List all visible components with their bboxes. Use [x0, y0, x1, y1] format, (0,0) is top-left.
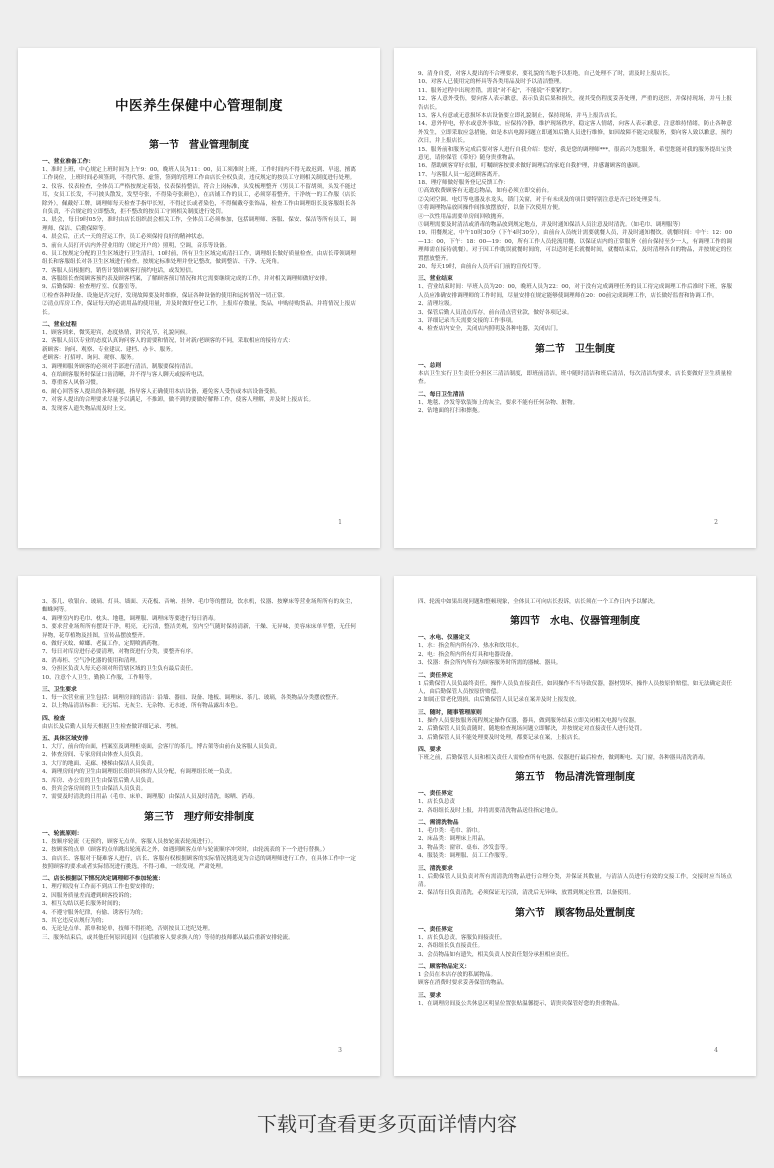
- paragraph: 3、会员物品如有遗失，相关负责人按责任划分承担相应责任。: [418, 951, 573, 958]
- paragraph: 2、体查房间、专家房间由体查人员负责。: [42, 752, 147, 759]
- paragraph: 6、做好灭蚊、蟑螂、老鼠工作，定期喷洒药物。: [42, 640, 164, 647]
- paragraph: 13、客人有意或无意损坏本店设备要立即礼貌制止，保持现场，并马上报告店长。: [418, 112, 621, 119]
- paragraph: 2、因服务质量差而遭到顾客投诉的；: [42, 892, 136, 899]
- section-title: 第二节 卫生制度: [535, 343, 615, 355]
- page-content: [418, 70, 732, 415]
- paragraph: 16、帮助顾客穿好衣服，叮嘱顾客按要求做好调理后的家庭自我护理，并感谢顾客的惠顾。: [418, 163, 644, 170]
- subsection-heading: 五、具体区域安排: [42, 736, 89, 743]
- paragraph: 15、服务前和服务完成后要对客人进行自我介绍：您好，我是您的调理师***，很高兴为您服务，希望您能对我的服务提出宝贵意见，请你保管《带好》随身贵重物品。: [418, 146, 732, 161]
- subsection-heading: 一、水电、仪器定义: [418, 635, 471, 642]
- paragraph: 3、茶几、收银台、玻璃、灯具、墙面、天花板、音响、挂钟、毛巾等的摆设，饮水机，仪器、按摩床等营业场所所有的灰尘，蜘蛛网等。: [42, 599, 356, 614]
- section-title: 第一节 营业管理制度: [149, 140, 249, 151]
- paragraph: 9、分担区负责人每天必须对所管辖区域的卫生负有最后责任。: [42, 666, 197, 673]
- subsection-heading: 一、营业准备工作：: [42, 159, 95, 165]
- document-page-4: [394, 576, 756, 1076]
- paragraph: ①检查各种设备、设施是否完好，发现故障要及时维修，保证各种设备的使用和运转情况一切正常。: [42, 292, 289, 299]
- paragraph: 19、用餐规定，中午10时30分（下午4时30分），由前台人员统计需要就餐人员，并及时通知餐饮。就餐时间：中午：12：00—13：00，下午：18：00—19：00，所有工作人员轮流用餐，以保证店内的正常服务（前台保持至少一人，有调理工作的调理师需在接待就餐）。对于因工作耽误就餐时间的，可以适时延长就餐时间，就餐结束后，及时清理各自的物品，并按规定的位置摆放整齐。: [418, 230, 732, 262]
- paragraph: 9、清身自爱，对客人提出的不合理要求，要礼貌的当地予以拒绝，自己处理不了时，需及时上报店长。: [418, 71, 674, 77]
- paragraph: 2、清理垃圾。: [418, 301, 456, 308]
- section-title: 第三节 理疗师安排制度: [144, 811, 254, 823]
- paragraph: 7、对客人提出的合理要求尽量予以满足，不推卸，做不到的要做好解释工作，使客人理解，并及时上报店长。: [42, 397, 315, 404]
- subsection-heading: 三、要求: [418, 992, 442, 999]
- paragraph: 4、调理房间内的卫生由调理组长组织具体的人员分配，有调理组长统一负责。: [42, 769, 236, 776]
- paragraph: 7、每日对库房进行必要清理，对物资进行分类，要整齐有序。: [42, 649, 197, 656]
- paragraph: 6、无论是点单、派单和轮单，技师不得拒绝，否则按员工违纪处理。: [42, 926, 214, 933]
- paragraph: 7、客服人员根据约，销售计划给顾客打预约电话，或发短信。: [42, 267, 197, 274]
- paragraph: 8、消毒柜、空气净化器的使用和清理。: [42, 657, 141, 664]
- paragraph: ①高效收费顾客有无遗忘物品，如有必须立即交前台。: [418, 188, 553, 195]
- paragraph: 3、调理师服务顾客的必须对手部进行清洁，制服要保持清洁。: [42, 363, 197, 370]
- paragraph: 四、轮流中如果出现问题和整顿现象，全体员工可向店长投诉，店长须在一个工作日内予以解决。: [418, 599, 659, 605]
- paragraph: 4、晨会后，正式一天的营运工作，员工必须保持良好的精神状态。: [42, 234, 208, 241]
- paragraph: 3、详细记录当天需要交接的工作事项。: [418, 317, 517, 324]
- paragraph: 3、后勤保管人员不能处理要及时处理，都要记录在案，上报店长。: [418, 734, 584, 741]
- page-content: [418, 598, 732, 1008]
- paragraph: 17、与客服人员一起送顾客离开。: [418, 171, 504, 178]
- paragraph: 2、钻地面的打扫和擦拖。: [418, 407, 484, 414]
- paragraph: 1 后勤保管人员负最终责任，操作人员负直接责任，如因操作不当导致仪器，器材毁坏，操作人员按原价赔偿，如无法确定责任人，由后勤保管人员按原价赔偿。: [418, 680, 732, 695]
- paragraph: 1、水：指会所内所有冷、热水和饮用水。: [418, 643, 523, 650]
- subsection-heading: 三、营业结束: [418, 276, 453, 283]
- section-title: 第六节 顾客物品处置制度: [515, 907, 635, 919]
- document-page-3: [18, 576, 380, 1076]
- paragraph: 3、晨会，每日9时05分，准时由店长组织晨会相关工作，全体员工必须参加，包括调理师、客服、保安、保洁等所有员工，调理师、保洁、后勤保障等。: [42, 217, 356, 232]
- subsection-heading: 一、责任界定: [418, 926, 453, 933]
- paragraph: 2、后勤保管人员负责随时，随地检查现场问题立即解决，并按规定对直接责任人进行处罚。: [418, 726, 646, 733]
- subsection-heading: 二、店长根据以下情况决定调理师不参加轮流：: [42, 876, 164, 883]
- paragraph: 2、电：指会所内所有灯具和电器设备。: [418, 651, 517, 658]
- paragraph: 3、大厅的地面、走廊、楼梯由保洁人员负责。: [42, 760, 158, 767]
- paragraph: 12、客人意外受伤，要向客人表示歉意，表示负责后果和损失，视其受伤程度妥善处理，严重的送医，并保持现场，并马上报告店长。: [418, 96, 732, 111]
- page-content: [42, 598, 356, 942]
- paragraph: 1、顾客到来，微笑迎宾，态度热情，讲究礼节，礼貌问候。: [42, 330, 191, 337]
- paragraph: ②清点库房工作，保证每天的必需用品的使用量，并及时做好登记工作，上报库存数量，货品，申购待购货品，并将情况上报店长。: [42, 301, 356, 316]
- document-page-2: [394, 48, 756, 548]
- subsection-heading: 一、轮流原则：: [42, 830, 83, 837]
- paragraph: 5、要求营业场所所有摆设干净，明亮，无污渍，整洁美观，室内空气随时保持清新，干燥、无异味，美容床床单平整，无任何异物，花草植物及挂图，宣传品摆放整齐。: [42, 624, 356, 639]
- paragraph: 18、理疗师做好服务登记反馈工作：: [418, 180, 510, 187]
- document-page-1: [18, 48, 380, 548]
- paragraph: 6、贵宾会客房间的卫生由保洁人员负责。: [42, 786, 147, 793]
- paragraph: 老顾客：打招呼、询问、观察、服务。: [42, 355, 138, 362]
- paragraph: 5、其它违反店规行为的；: [42, 917, 108, 924]
- paragraph: 2 如属正常老化毁损，由后勤保管人员记录在案并及时上报发放。: [418, 697, 580, 704]
- paragraph: 6、耐心回答客人提出的各种问题，指导客人正确使用本店设备，避免客人受伤或本店设备受损。: [42, 388, 281, 395]
- paragraph: 5、前台人员打开店内外营业用的（规定开户的）照明，空调，音乐等设备。: [42, 242, 231, 249]
- subsection-heading: 二、责任界定: [418, 672, 453, 679]
- paragraph: 1、店长负总责: [418, 799, 456, 806]
- section-title: 第四节 水电、仪器管理制度: [510, 616, 640, 628]
- page-number: 3: [338, 1047, 342, 1054]
- paragraph: 下班之前，后勤保管人员和相关责任人需检查所有电器、仪器进行最后检查，做到断电、关门窗，各种器具清洗消毒。: [418, 754, 709, 761]
- paragraph: 三、服务结束后，或其他任何原因退回（包括被客人要求换人的）等待的技师都从最后重新安排轮流。: [42, 934, 294, 941]
- paragraph: 1、按顺序轮流（无预约，顾客无点单，客服人员按轮流表轮流进行）。: [42, 838, 217, 845]
- paragraph: 1、在调理房间及公共休息区明显位置张贴温馨提示，请贵宾保管好您的贵重物品。: [418, 1000, 623, 1007]
- paragraph: 3、仪器：指会所内所有为顾客服务时所需的器械、器具。: [418, 660, 562, 667]
- paragraph: 2、仪容、仪表检查，全体员工严格按规定着装，仪表保持整洁，符合上岗标准，头发梳理整齐（男员工不留胡须，头发不能过耳，女员工长发，不可披头散发，发型夸张，不得染夸张颜色），在店铺工作的员工，必须穿着整齐，干净统一的工作服（店长除外），佩戴好工牌，调理师每天检查手指甲长短，不得过长或者染色，不得佩戴夸张饰品，检查工作由调理组长及客服组长各自负责，不合规定的立即整改，拒不整改的按员工守则相关制度进行处罚。: [42, 183, 356, 215]
- paragraph: 1、大厅，前台的台面，档案室及调理柜桌面，会客厅的茶几，博古架等由前台及客服人员负责。: [42, 744, 281, 751]
- paragraph: 4、调理室内的毛巾、枕头、地毯，调理服、调理床等要进行每日消毒。: [42, 615, 219, 622]
- subsection-heading: 二、营业过程: [42, 322, 77, 329]
- paragraph: 8、客服组长查阅顾客预约表及顾客档案，了解顾客预订情况和其它需要继续完成的工作，并对相关调理师做好安排。: [42, 276, 331, 283]
- page-number: 1: [338, 519, 342, 526]
- paragraph: ⑤调理需要及时清洁或消毒的物品放到规定地点，并及时通知保洁人员注意及时清洗。（如毛巾、调理服等）: [418, 222, 684, 229]
- paragraph: 3、物品类：窗帘、桌布、沙发套等。: [418, 844, 512, 851]
- paragraph: 9、后勤保障：检查理疗室、仪器室等。: [42, 284, 141, 291]
- paragraph: 10、对客人已使用完的杯具等各类用品及时予以清洁整理。: [418, 79, 565, 86]
- subsection-heading: 二、需清洗物品: [418, 820, 459, 827]
- paragraph: 5、库房、办公室的卫生由保管后勤人员负责。: [42, 777, 158, 784]
- subsection-heading: 四、检查: [42, 715, 66, 722]
- paragraph: 14、意外停电，停水或意外事故，应保持冷静，维护现场秩序，稳定客人情绪，向客人表示歉意，注意维持情绪，防止各种意外发生，立即采取应急措施，如是本店电源问题立即通知后勤人员进行维修，如因故障不能完成服务，要向客人致以歉意，预约次日，并上报店长。: [418, 121, 732, 145]
- paragraph: ④一次性用品需要单房间回收抛弃。: [418, 213, 508, 220]
- paragraph: 2、按顾客的点单（顾客的点单跳出轮流表之外，如遇到顾客点单与轮流顺序冲突时，由轮流表的下一个进行替换。）: [42, 847, 329, 854]
- paragraph: 1、每一次营业前卫生包括：调理房间的清洁：沿墙、器皿、设备、地板、调理床、茶几、玻璃，各类物品分类摆放整齐。: [42, 694, 343, 701]
- paragraph: 3、保管后勤人员清点库存，前台清点营业款，做好各项记录。: [418, 309, 573, 316]
- subsection-heading: 一、责任界定: [418, 791, 453, 798]
- paragraph: 1、地毯、沙发等软装饰上的灰尘，要求不能有任何杂物、脏物。: [418, 399, 579, 406]
- paragraph: 4、检查店内安全，关闭店内照明及各种电器，关闭店门。: [418, 326, 562, 333]
- paragraph: 10、注意个人卫生，勤换工作服，工作鞋等。: [42, 674, 156, 681]
- paragraph: 由店长及后勤人员每天根据卫生检查做详细记录、考核。: [42, 723, 182, 730]
- subsection-heading: 二、每日卫生清洁: [418, 391, 465, 398]
- paragraph: 2、各组组长负直接责任。: [418, 943, 484, 950]
- paragraph: 4、在给顾客服务时保证口齿清晰，并不得与客人聊天或接听电话。: [42, 371, 208, 378]
- paragraph: 1、理疗师没有工作而不到店工作也要安排的；: [42, 884, 158, 891]
- paragraph: 1、后勤保管人员负责对所有需清洗的物品进行合理分类，并保证其数量，与清洁人员进行有效的交接工作，交接时应当场点清。: [418, 873, 732, 889]
- paragraph: 本店卫生实行卫生责任分担区三清洁制度，即班前清洁，班中随时清洁和班后清洁，每次清洁均要求，店长要做好卫生质量检查。: [418, 370, 732, 386]
- paragraph: 2、客服人员以专业的态度认真询问客人的需要和情况，针对新/老顾客的不同，采取相应的接待方式：: [42, 338, 294, 345]
- paragraph: 1、店长负总责，客服负间接责任。: [418, 934, 506, 941]
- paragraph: ②关闭空调、电灯等电器及水龙头，锁门关窗，对于有未成及的项目要特别注意是否已经处理妥当。: [418, 196, 665, 203]
- paragraph: 1、操作人员要按服务流程规定操作仪器，器具，做到服务结束立即关闭相关电源与仪器。: [418, 717, 640, 724]
- download-more-link[interactable]: 下载可查看更多页面详情内容: [257, 1112, 517, 1136]
- paragraph: 3、相互勾结以延长服务时间的；: [42, 901, 124, 908]
- paragraph: 8、发现客人遗失物品需及时上交。: [42, 405, 130, 412]
- paragraph: 4、服装类：调理服、员工工作服等。: [418, 853, 512, 860]
- subsection-heading: 三、随时，随事管理原则: [418, 709, 482, 716]
- paragraph: 2、保洁每日负责清洗，必须保证无污渍，清洗后无异味，放置到规定位置，以备使用。: [418, 890, 635, 897]
- paragraph: 7、需要及时清洗的日用品（毛巾、床单、调理服）由保洁人员及时清洗，晾晒、消毒。: [42, 794, 259, 801]
- paragraph: 1、毛巾类：毛巾、浴巾。: [418, 828, 484, 835]
- subsection-heading: 一、总则: [418, 362, 442, 369]
- paragraph: 1、准时上班，中心规定上班时间为上午9：00，晚班人员为11：00，员工须准时上班，工作时间内不得无故迟到、早退，擅离工作岗位，上班时间必须签到，不得代签、虚签，签到的管理工作由店长全权负责，违反规定的按员工守则相关制度进行处理。: [42, 167, 356, 182]
- paragraph: 6、员工按规定分配的卫生区域进行卫生清扫，10时前，所有卫生区域完成清扫工作，调理组长做好质量检查，由店长带领调理组长和客服组长对各卫生区域进行检查，按规定标准处理并登记整改，做到整洁、干净、无死角。: [42, 250, 356, 266]
- paragraph: 4、不遵守服务纪律，有偷、诱客行为的；: [42, 909, 147, 916]
- subsection-heading: 二、顾客物品定义：: [418, 963, 471, 970]
- paragraph: 11、服务过程中出现差错，需说"对不起"，不能说"不要紧的"。: [418, 87, 576, 94]
- section-title: 第五节 物品清洗管理制度: [515, 772, 635, 784]
- paragraph: 20、每天19时，由前台人员开启门前的宣传灯等。: [418, 263, 545, 270]
- paragraph: 2、以上物品清洁标准：无污垢、无灰尘、无杂物、无水迹，所有物品露出本色。: [42, 703, 242, 710]
- subsection-heading: 三、卫生要求: [42, 686, 77, 693]
- paragraph: 3、由店长、客服对于疑难客人进行，店长、客服有权根据顾客的实际情况挑选更为合适的调理师进行工作，在具体工作中一定按照顾客的要求或者实际情况进行挑选，不得刁难，一经发现，严肃处理。: [42, 855, 356, 870]
- document-title: 中医养生保健中心管理制度: [115, 98, 283, 114]
- paragraph: 2、各组组长及时上报，并将需要清洗物品送往指定地点。: [418, 807, 562, 814]
- paragraph: 顾客在消费时要求妥善保管的物品。: [418, 980, 508, 987]
- paragraph: 2、床品类：调理床上用品。: [418, 836, 489, 843]
- subsection-heading: 三、清洗要求: [418, 865, 453, 872]
- subsection-heading: 四、要求: [418, 746, 442, 753]
- paragraph: ③将调理物品放回操作间推放摆放好，以备下次使用方便。: [418, 205, 564, 212]
- page-content: [42, 136, 356, 413]
- page-number: 4: [714, 1047, 718, 1054]
- page-number: 2: [714, 519, 718, 526]
- paragraph: 5、尊重客人风俗习惯。: [42, 380, 102, 387]
- paragraph: 1 会员在本店存放的私属物品。: [418, 971, 497, 978]
- paragraph: 1、营业结束时间：早班人员为20：00，晚班人员为22：00，对于没有完成调理任务的员工待完成调理工作后准时下班，客服人员应准确安排调理师的工作时间，尽量安排在规定能够使调理师在20：00前完成调理工作，店长做好监督和协调工作。: [418, 284, 732, 299]
- paragraph: 新顾客：询问、观察、专业建议、建档、办卡、服务。: [42, 346, 177, 353]
